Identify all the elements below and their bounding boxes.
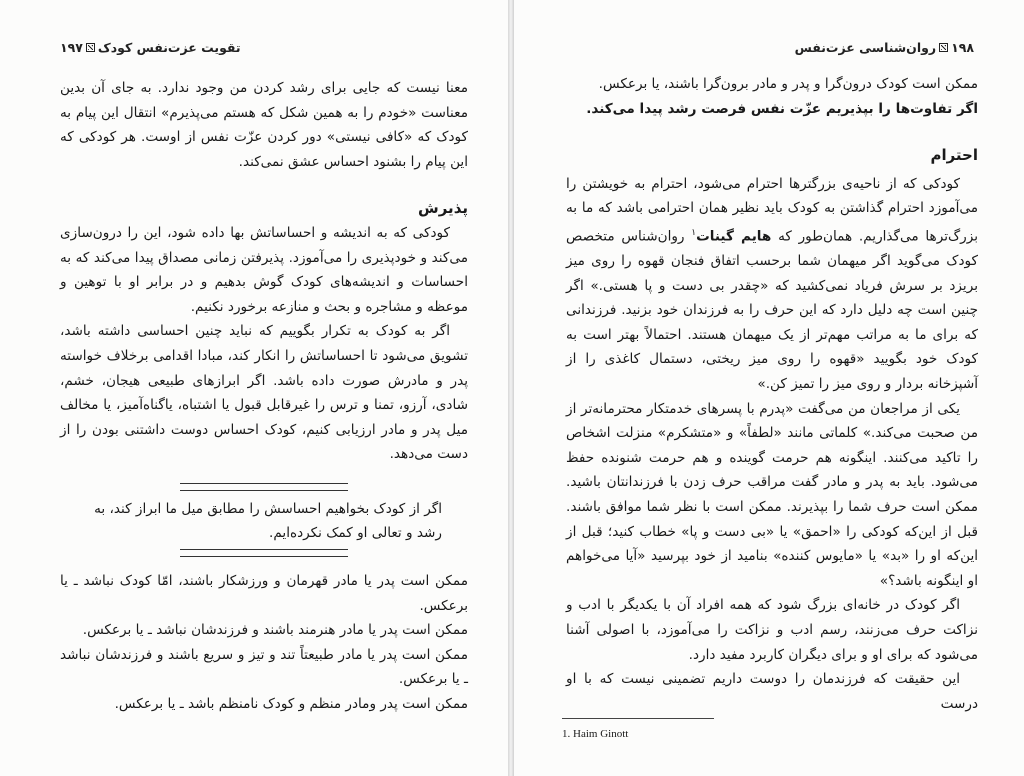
right-paragraph-1-bold: اگر تفاوت‌ها را بپذیریم عزّت نفس فرصت رشد پیدا می‌کند. [586,100,978,117]
left-page-number: ۱۹۷ [60,40,83,55]
quote-rule-top [180,483,348,491]
right-paragraph-2 [566,172,978,397]
left-paragraph-1: معنا نیست که جایی برای رشد کردن من وجود ندارد. به جای آن بدین معناست «خودم را به همین شکل که هستم می‌پذیرم» انتقال این پیام به کودک که «کافی نیستی» دور کردن عزّت نفس از اوست. هر کودکی که این پیام را بشنود احساس عشق نمی‌کند. [60,80,468,170]
right-running-header [795,40,974,55]
left-paragraph-3: اگر به کودک به تکرار بگوییم که نباید چنین احساسی داشته باشد، تشویق می‌شود تا احساساتش را انکار کند، مبادا اقدامی برخلاف خواسته پدر و مادرش صورت داده باشد. اگر ابرازهای طبیعی هیجان، خشم، شادی، آرزو، تمنا و ترس را غیرقابل قبول یا اشتباه، یاگناه‌آمیز، یا مخالف میل پدر و مادر ارزیابی کنیم، کودک احساس دوست داشتنی بودن را از دست می‌دهد. [60,323,468,463]
right-paragraph-4: اگر کودک در خانه‌ای بزرگ شود که همه افراد آن با یکدیگر با ادب و نزاکت حرف می‌زنند، رسم ادب و نزاکت را می‌آموزد، با اصولی آشنا می‌شود که برای او و برای دیگران کاربرد مفید دارد. [566,597,978,663]
left-paragraph-2: کودکی که به اندیشه و احساساتش بها داده شود، این را درون‌سازی می‌کند و خودپذیری را می‌آموزد. پذیرفتن زمانی مصداق پیدا می‌کند که به احساسات و اندیشه‌های کودک گوش بدهیم و در برابر او با توهین و موعظه و مشاجره و بحث و منازعه برخورد نکنیم. [60,224,468,315]
right-body-text [566,72,978,716]
pull-quote: اگر از کودک بخواهیم احساسش را مطابق میل ما ابراز کند، به رشد و تعالی او کمک نکرده‌ایم. [94,500,442,541]
section-heading-respect: احترام [930,146,978,165]
footnote: 1. Haim Ginott [562,728,629,740]
right-page-number: ۱۹۸ [951,40,974,55]
left-paragraph-5: ممکن است پدر یا مادر هنرمند باشند و فرزندشان نباشد ـ یا برعکس. [82,622,468,639]
right-page [514,0,1024,776]
section-heading-acceptance: پذیرش [418,199,468,218]
left-paragraph-4: ممکن است پدر یا مادر قهرمان و ورزشکار باشند، امّا کودک نباشد ـ یا برعکس. [60,572,468,614]
left-page [0,0,508,776]
right-paragraph-5: این حقیقت که فرزندمان را دوست داریم تضمینی نیست که با او درست [566,671,978,712]
quote-box [60,483,468,557]
quote-rule-bottom [180,549,348,557]
left-paragraph-7: ممکن است پدر ومادر منظم و کودک نامنظم باشد ـ یا برعکس. [114,695,468,712]
left-body-text [60,76,468,716]
left-header-title: تقویت عزت‌نفس کودک [97,40,241,55]
left-paragraph-6: ممکن است پدر یا مادر طبیعتاً تند و تیز و سریع باشند و فرزندشان نباشد ـ یا برعکس. [60,646,468,688]
footnote-marker: ۱ [691,227,697,238]
right-header-title: روان‌شناسی عزت‌نفس [794,40,937,55]
left-running-header [60,40,241,55]
right-paragraph-3: یکی از مراجعان من می‌گفت «پدرم با پسرهای خدمتکار محترمانه‌تر از من صحبت می‌کند.» کلماتی مانند «لطفاً» و «متشکرم» منزلت اشخاص را تاکید می‌کنند. اینگونه هم حرمت گوینده و هم حرمت شنونده حفظ می‌شود. باید به پدر و مادر گفت مراقب حرف زدن با فرزندانتان باشید. ممکن است حرف شما را بپذیرند. ممکن است با نظر شما موافق باشند. قبل از این‌که کودکی را «احمق» یا «بی دست و پا» خطاب کنید؛ قبل از این‌که او را «بد» یا «مایوس کننده» بنامید از خود بپرسید «آیا می‌خواهم او اینگونه باشد؟» [566,400,978,589]
footnote-rule [562,718,714,719]
square-ornament-icon [939,43,948,52]
right-paragraph-2-part-b: روان‌شناس متخصص کودک می‌گوید اگر میهمان شما برحسب اتفاق فنجان قهوه را روی میز بریزد بر سرش فریاد نمی‌کشید که «چقدر بی دست و پا هستی.» اگر چنین است چه دلیل دارد که این حرف را به فرزندان خود بزنید. فرزندانی که برای ما به مراتب مهم‌تر از یک میهمان هستند. احتمالاً بهتر است به کودک خود بگویید «قهوه را روی میز ریختی، دستمال کاغذی را از آشپزخانه بردار و روی میز را تمیز کن.» [566,228,978,393]
square-ornament-icon [86,43,95,52]
right-paragraph-2-part-a: کودکی که از ناحیه‌ی بزرگترها احترام می‌شود، احترام به خویشتن را می‌آموزد احترام گذاشتن به کودک باید نظیر همان احترامی باشد که ما به بزرگ‌ترها می‌گذاریم. همان‌طور که [566,175,979,245]
person-name-haim-ginott: هایم گینات [696,228,772,245]
right-paragraph-1: ممکن است کودک درون‌گرا و پدر و مادر برون‌گرا باشند، یا برعکس. [598,76,978,92]
